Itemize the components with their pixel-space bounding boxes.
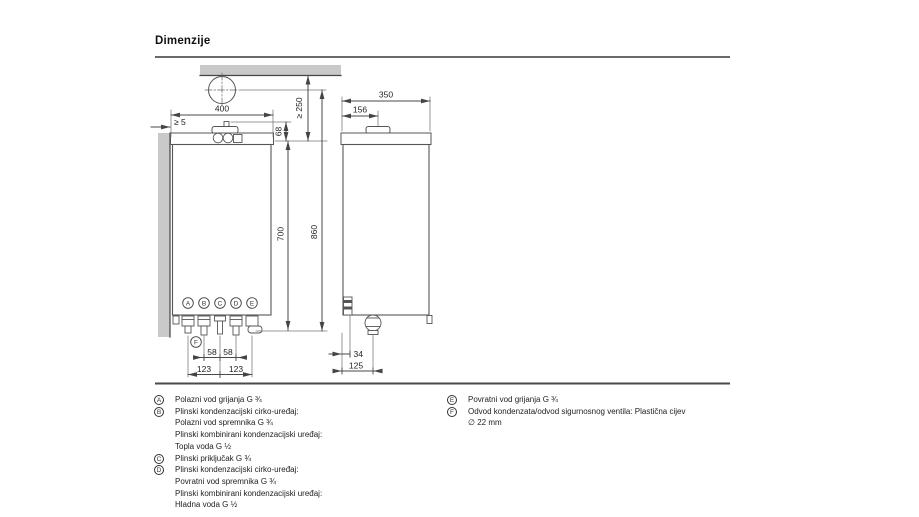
legend-key-b: B [154, 407, 164, 417]
legend-text: Povratni vod spremnika G ¾ [175, 476, 276, 486]
dim-flue-height: 68 [273, 126, 284, 137]
legend-key-a: A [154, 395, 164, 405]
dim-conn-123-right: 123 [228, 364, 244, 374]
conn-label-e: E [249, 300, 255, 308]
condensate-connector [344, 297, 353, 315]
legend-text: Polazni vod spremnika G ¾ [175, 418, 273, 428]
wall [158, 133, 170, 337]
legend-item-d [154, 464, 444, 511]
dim-ceiling-clearance: ≥ 250 [294, 97, 304, 119]
legend-item-a [154, 394, 444, 406]
front-view [151, 65, 341, 378]
dim-conn-58-left: 58 [207, 347, 217, 357]
legend-text: Plinski priključak G ¾ [175, 453, 252, 463]
ceiling [200, 65, 341, 75]
legend-text: Polazni vod grijanja G ¾ [175, 395, 262, 404]
legend-text: Povratni vod grijanja G ¾ [468, 395, 558, 404]
dim-conn-58-right: 58 [223, 347, 233, 357]
legend-item-f [447, 406, 747, 429]
legend-left-column [154, 394, 444, 511]
conn-label-f: F [194, 339, 198, 347]
legend-text: Topla voda G ½ [175, 441, 232, 451]
legend-text: Plinski kondenzacijski cirko-uređaj: [175, 465, 299, 475]
legend-item-e [447, 394, 747, 406]
conn-label-a: A [185, 300, 191, 308]
legend-text: Plinski kondenzacijski cirko-uređaj: [175, 406, 299, 416]
legend-key-c: C [154, 454, 164, 464]
side-view [329, 90, 432, 375]
dim-flue-offset: 156 [352, 104, 368, 115]
legend-text: Plinski kombinirani kondenzacijski uređaj: [175, 488, 323, 498]
dim-wall-gap: ≥ 5 [174, 117, 186, 127]
legend-item-b [154, 406, 444, 453]
legend-right-column [447, 394, 747, 429]
dim-front-width: 400 [214, 103, 230, 114]
boiler-top-plate-side [341, 133, 431, 145]
legend-text: Hladna voda G ½ [175, 500, 238, 510]
conn-label-c: C [217, 300, 223, 308]
boiler-body-side [343, 145, 429, 316]
legend-item-c [154, 453, 444, 465]
dim-drain-offset: 34 [353, 349, 363, 359]
dim-depth: 350 [378, 89, 394, 100]
conn-label-b: B [201, 300, 207, 308]
boiler-body-front [173, 145, 272, 316]
dim-valve-offset: 125 [348, 360, 364, 371]
legend-key-e: E [447, 395, 457, 405]
conn-label-d: D [233, 300, 239, 308]
bottom-fittings-front [173, 316, 262, 335]
bottom-valve-side [365, 315, 381, 335]
dim-height: 700 [275, 226, 286, 242]
legend-text: Odvod kondenzata/odvod sigurnosnog ventila: Plastična cijev [468, 406, 686, 416]
dim-total-height: 860 [309, 224, 319, 240]
legend-key-f: F [447, 407, 457, 417]
legend-text: ∅ 22 mm [468, 418, 502, 428]
dim-conn-123-left: 123 [196, 364, 212, 374]
page-title: Dimenzije [155, 35, 211, 47]
flue-collar-front [212, 127, 238, 134]
flue-collar-side [366, 127, 390, 134]
legend-text: Plinski kombinirani kondenzacijski uređaj: [175, 430, 323, 440]
legend-key-d: D [154, 465, 164, 475]
